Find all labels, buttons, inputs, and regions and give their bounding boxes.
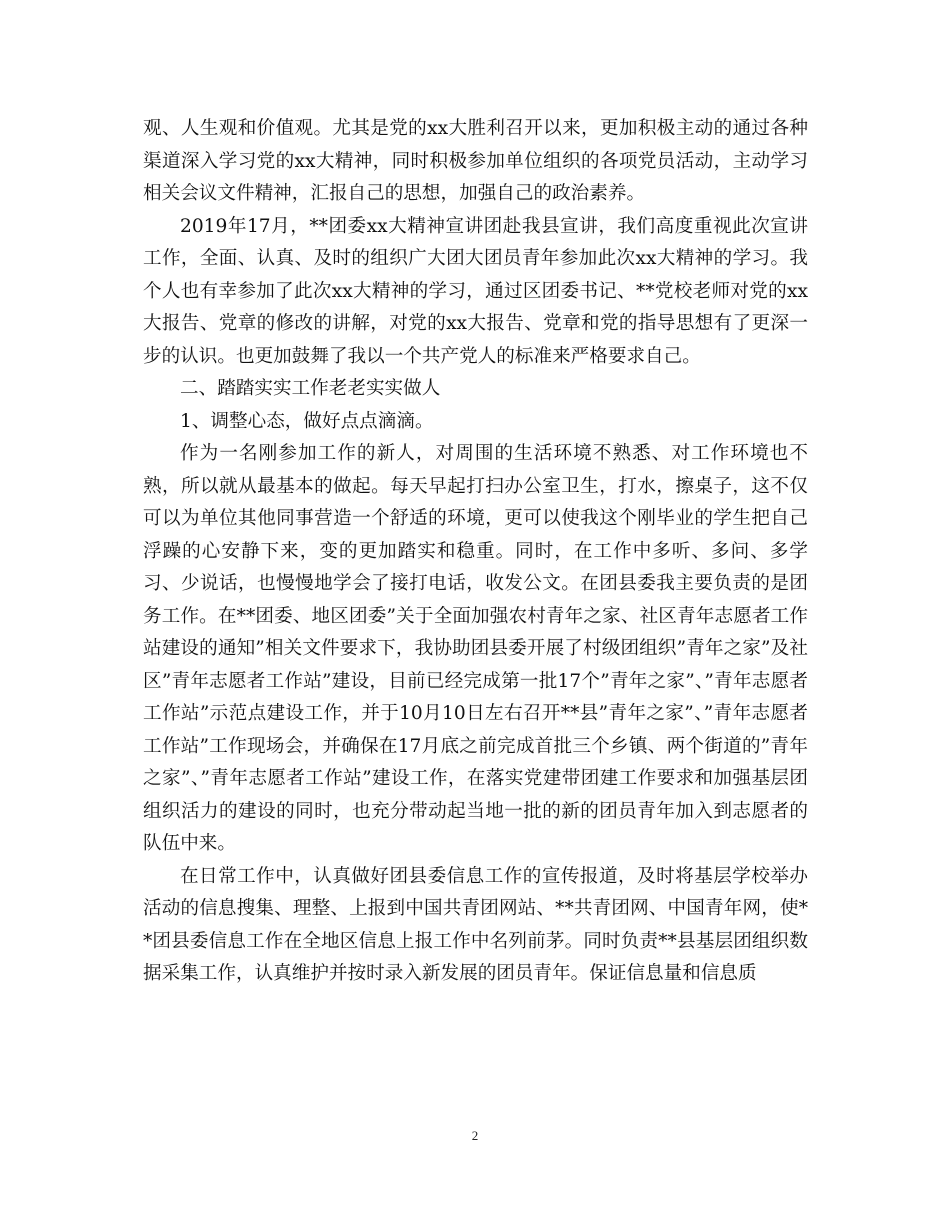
paragraph-1: 观、人生观和价值观。尤其是党的xx大胜利召开以来，更加积极主动的通过各种渠道深入学习党的xx大精神，同时积极参加单位组织的各项党员活动，主动学习相关会议文件精神，汇报自己的思想，加强自己的政治素养。 — [143, 118, 808, 204]
document-body — [143, 113, 808, 991]
paragraph-2: 2019年17月，**团委xx大精神宣讲团赴我县宣讲，我们高度重视此次宣讲工作，全面、认真、及时的组织广大团大团员青年参加此次xx大精神的学习。我个人也有幸参加了此次xx大精神的学习，通过区团委书记、**党校老师对党的xx大报告、党章的修改的讲解，对党的xx大报告、党章和党的指导思想有了更深一步的认识。也更加鼓舞了我以一个共产党人的标准来严格要求自己。 — [143, 215, 808, 367]
page-number: 2 — [471, 1128, 479, 1143]
paragraph-4: 在日常工作中，认真做好团县委信息工作的宣传报道，及时将基层学校举办活动的信息搜集、理整、上报到中国共青团网站、**共青团网、中国青年网，使**团县委信息工作在全地区信息上报工作中名列前茅。同时负责**县基层团组织数据采集工作，认真维护并按时录入新发展的团员青年。保证信息量和信息质 — [143, 865, 808, 984]
paragraph-3: 作为一名刚参加工作的新人，对周围的生活环境不熟悉、对工作环境也不熟，所以就从最基本的做起。每天早起打扫办公室卫生，打水，擦桌子，这不仅可以为单位其他同事营造一个舒适的环境，更可以使我这个刚毕业的学生把自己浮躁的心安静下来，变的更加踏实和稳重。同时，在工作中多听、多问、多学习、少说话，也慢慢地学会了接打电话，收发公文。在团县委我主要负责的是团务工作。在**团委、地区团委”关于全面加强农村青年之家、社区青年志愿者工作站建设的通知”相关文件要求下，我协助团县委开展了村级团组织”青年之家”及社区”青年志愿者工作站”建设，目前已经完成第一批17个”青年之家”、”青年志愿者工作站”示范点建设工作，并于10月10日左右召开**县”青年之家”、”青年志愿者工作站”工作现场会，并确保在17月底之前完成首批三个乡镇、两个街道的”青年之家”、”青年志愿者工作站”建设工作，在落实党建带团建工作要求和加强基层团组织活力的建设的同时，也充分带动起当地一批的新的团员青年加入到志愿者的队伍中来。 — [143, 443, 808, 854]
section-heading: 二、踏踏实实工作老老实实做人 — [180, 378, 441, 399]
subsection-heading: 1、调整心态，做好点点滴滴。 — [180, 410, 434, 432]
